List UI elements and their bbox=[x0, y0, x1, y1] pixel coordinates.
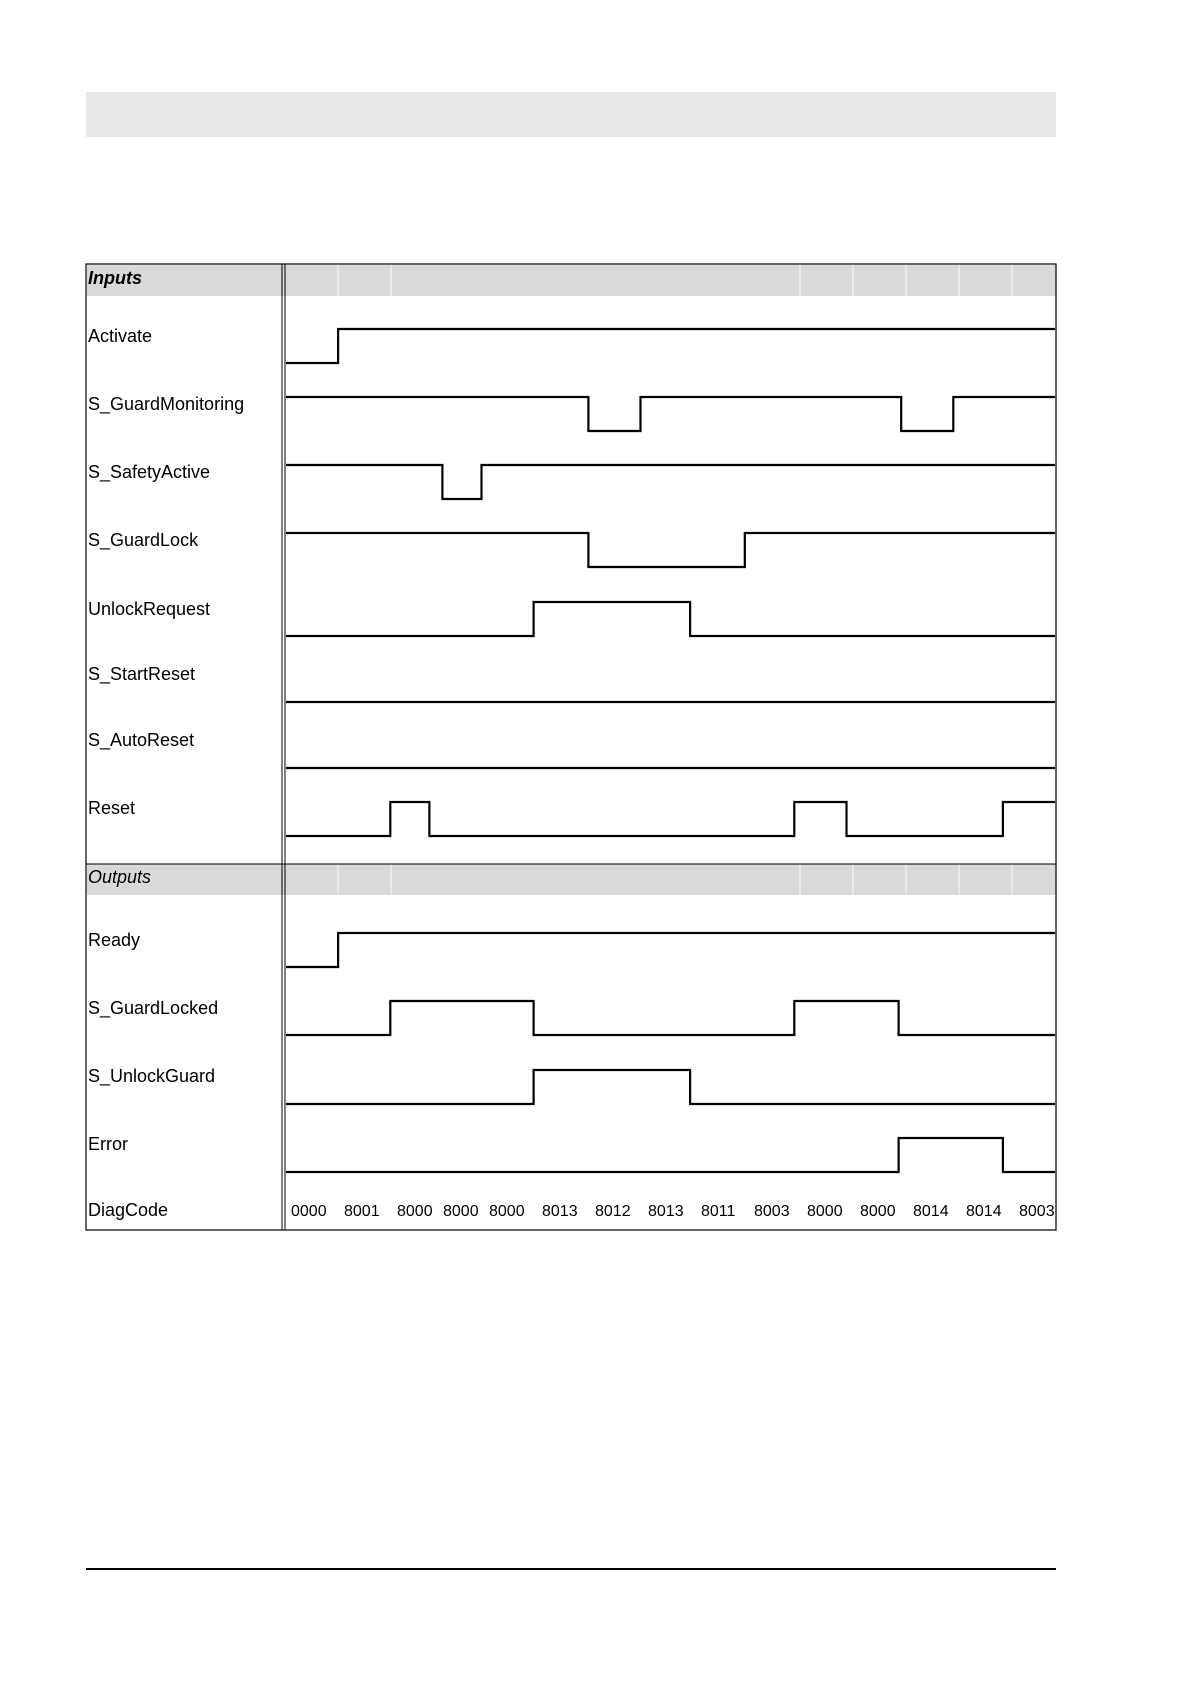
outputs-header-bg bbox=[87, 864, 1056, 895]
diag-code-4: 8000 bbox=[489, 1203, 525, 1220]
inputs-header-bg bbox=[87, 265, 1056, 296]
diag-code-7: 8013 bbox=[648, 1203, 684, 1220]
waveform-ready bbox=[286, 933, 1055, 967]
diag-code-3: 8000 bbox=[443, 1203, 479, 1220]
diag-code-10: 8000 bbox=[807, 1203, 843, 1220]
diag-code-6: 8012 bbox=[595, 1203, 631, 1220]
signal-label-s-guardlock: S_GuardLock bbox=[88, 530, 199, 550]
diag-code-8: 8011 bbox=[701, 1203, 736, 1220]
diag-codes bbox=[88, 1200, 1055, 1220]
outputs-section-title: Outputs bbox=[88, 867, 152, 887]
signal-label-s-guardlocked: S_GuardLocked bbox=[88, 998, 219, 1018]
waveform-s-unlockguard bbox=[286, 1070, 1055, 1104]
waveform-reset bbox=[286, 802, 1055, 836]
footer-rule bbox=[86, 1568, 1056, 1570]
signal-label-s-safetyactive: S_SafetyActive bbox=[88, 462, 211, 482]
signal-label-s-guardmonitoring: S_GuardMonitoring bbox=[88, 394, 245, 414]
signal-labels bbox=[88, 326, 244, 1154]
waveform-unlockrequest bbox=[286, 602, 1055, 636]
waveform-error bbox=[286, 1138, 1055, 1172]
signal-label-s-unlockguard: S_UnlockGuard bbox=[88, 1066, 216, 1086]
waveform-s-guardlocked bbox=[286, 1001, 1055, 1035]
signal-label-s-startreset: S_StartReset bbox=[88, 664, 196, 684]
diag-code-1: 8001 bbox=[344, 1203, 380, 1220]
signal-label-error: Error bbox=[88, 1134, 128, 1154]
waveform-s-safetyactive bbox=[286, 465, 1055, 499]
diag-code-2: 8000 bbox=[397, 1203, 433, 1220]
diag-code-13: 8014 bbox=[966, 1203, 1002, 1220]
waveform-s-guardlock bbox=[286, 533, 1055, 567]
diag-code-11: 8000 bbox=[860, 1203, 896, 1220]
waveform-s-guardmonitoring bbox=[286, 397, 1055, 431]
inputs-section-title: Inputs bbox=[88, 268, 142, 288]
diag-code-9: 8003 bbox=[754, 1203, 790, 1220]
signal-label-s-autoreset: S_AutoReset bbox=[88, 730, 195, 750]
diag-code-14: 8003 bbox=[1019, 1203, 1055, 1220]
waveforms bbox=[286, 329, 1055, 1172]
signal-label-activate: Activate bbox=[88, 326, 153, 346]
signal-label-unlockrequest: UnlockRequest bbox=[88, 599, 211, 619]
diag-code-0: 0000 bbox=[291, 1203, 327, 1220]
signal-label-ready: Ready bbox=[88, 930, 141, 950]
signal-label-reset: Reset bbox=[88, 798, 136, 818]
diag-label: DiagCode bbox=[88, 1200, 169, 1220]
waveform-activate bbox=[286, 329, 1055, 363]
diag-code-5: 8013 bbox=[542, 1203, 578, 1220]
header-ticks bbox=[338, 265, 1012, 895]
diag-code-12: 8014 bbox=[913, 1203, 949, 1220]
